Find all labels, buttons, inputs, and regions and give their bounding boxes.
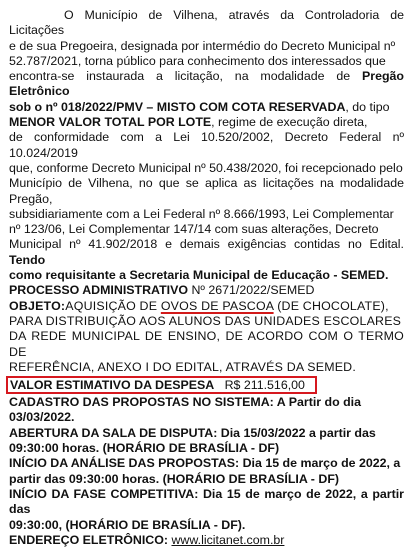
fase-line: INÍCIO DA FASE COMPETITIVA: Dia 15 de março de 2022, a partir das	[9, 486, 404, 517]
cadastro-line: CADASTRO DAS PROPOSTAS NO SISTEMA: A Partir do dia	[9, 395, 362, 410]
objeto-block	[9, 299, 404, 375]
processo-label: PROCESSO ADMINISTRATIVO	[9, 283, 188, 298]
abertura-line: 09:30:00 horas. (HORÁRIO DE BRASÍLIA - DF)	[9, 441, 280, 456]
intro-line: Município de Vilhena, no que se aplica as licitações na modalidade Pregão,	[9, 176, 404, 206]
requisitante-text: Tendo	[9, 252, 46, 267]
modalidade-label: Pregão Eletrônico	[9, 69, 404, 99]
intro-text: encontra-se instaurada a licitação, na modalidade de	[9, 69, 362, 84]
intro-line	[9, 100, 404, 115]
cadastro-line: 03/03/2022.	[9, 410, 75, 425]
analise-line: partir das 09:30:00 horas. (HORÁRIO DE BRASÍLIA - DF)	[9, 471, 340, 486]
intro-line	[9, 69, 404, 100]
intro-line: que, conforme Decreto Municipal nº 50.438/2020, foi recepcionado pelo	[9, 160, 403, 175]
intro-line: 52.787/2021, torna público para conhecimento dos interessados que	[9, 53, 386, 68]
valor-highlight-box	[6, 376, 317, 394]
analise-line: INÍCIO DA ANÁLISE DAS PROPOSTAS: Dia 15 de março de 2022, a	[9, 456, 401, 471]
pregao-number: sob o nº 018/2022/PMV – MISTO COM COTA RESERVADA	[9, 99, 346, 114]
tipo-label: MENOR VALOR TOTAL POR LOTE	[9, 115, 212, 130]
intro-line: subsidiariamente com a Lei Federal nº 8.666/1993, Lei Complementar	[9, 206, 394, 221]
requisitante-text: como requisitante a Secretaria Municipal de Educação - SEMED.	[9, 268, 389, 283]
valor-value: R$ 211.516,00	[224, 378, 305, 393]
objeto-label: OBJETO:	[9, 298, 66, 313]
analise-block	[9, 456, 404, 487]
intro-line	[9, 268, 404, 283]
endereco-label: ENDEREÇO ELETRÔNICO:	[9, 532, 169, 547]
intro-line: nº 123/06, Lei Complementar 147/14 com suas alterações, Decreto	[9, 222, 379, 237]
abertura-block	[9, 426, 404, 457]
objeto-line: DA REDE MUNICIPAL DE ENSINO, DE ACORDO COM O TERMO DE	[9, 329, 404, 359]
intro-text: Municipal nº 41.902/2018 e demais exigências contidas no Edital.	[9, 237, 404, 252]
objeto-line	[9, 299, 404, 314]
intro-line	[9, 237, 404, 268]
cadastro-block	[9, 395, 404, 426]
intro-text: , do tipo	[345, 99, 390, 114]
objeto-text: AQUISIÇÃO DE	[65, 298, 161, 313]
valor-label: VALOR ESTIMATIVO DA DESPESA	[10, 378, 215, 393]
objeto-line: PARA DISTRIBUIÇÃO AOS ALUNOS DAS UNIDADES ESCOLARES	[9, 313, 402, 328]
ovos-de-pascoa-highlight: OVOS DE PASCOA	[160, 298, 274, 313]
valor-line	[9, 375, 404, 395]
fase-block	[9, 487, 404, 533]
processo-line	[9, 283, 404, 298]
intro-paragraph	[9, 8, 404, 283]
intro-text: , regime de execução direta,	[211, 115, 368, 130]
endereco-line	[9, 533, 404, 548]
objeto-text: (DE CHOCOLATE),	[273, 298, 389, 313]
licitanet-link[interactable]: www.licitanet.com.br	[171, 532, 285, 547]
abertura-line: ABERTURA DA SALA DE DISPUTA: Dia 15/03/2022 a partir das	[9, 425, 376, 440]
intro-line: e de sua Pregoeira, designada por intermédio do Decreto Municipal nº	[9, 38, 396, 53]
processo-value: Nº 2671/2022/SEMED	[188, 283, 315, 298]
intro-line: de conformidade com a Lei 10.520/2002, Decreto Federal nº 10.024/2019	[9, 130, 404, 160]
objeto-line: REFERÊNCIA, ANEXO I DO EDITAL, ATRAVÉS DA SEMED.	[9, 359, 356, 374]
intro-line: O Município de Vilhena, através da Controladoria de Licitações	[9, 8, 404, 38]
intro-line	[9, 115, 404, 130]
fase-line: 09:30:00, (HORÁRIO DE BRASÍLIA - DF).	[9, 517, 246, 532]
